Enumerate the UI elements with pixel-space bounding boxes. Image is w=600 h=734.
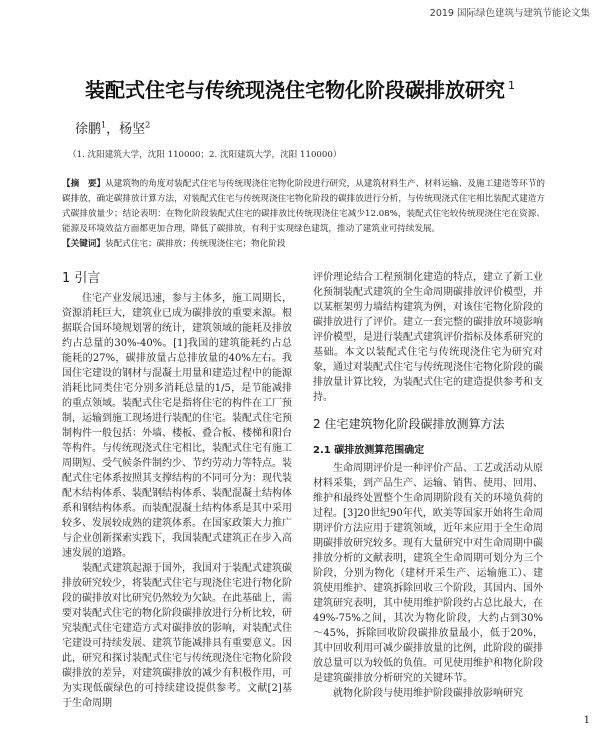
body-paragraph: 住宅产业发展迅速，参与主体多，施工周期长，资源消耗巨大，建筑业已成为碳排放的重要来源。根据联合国环境规划署的统计，建筑领域的能耗及排放约占总量的30%-40%。[1]我国的建筑能耗约占总能耗的27%，碳排放量占总排放量的40%左右。我国住宅建设的钢材与混凝土用量和建造过程中的能源消耗比同类住宅分别多消耗总量的1/5，是节能减排的重点领域。装配式住宅是指将住宅的构件在工厂预制，运输到施工现场进行装配的住宅。装配式住宅预制构件一般包括：外墙、楼板、叠合板、楼梯和阳台等构件。与传统现浇式住宅相比，装配式住宅有施工周期短、受气候条件制约少、节约劳动力等特点。装配式住宅体系按照其支撑结构的不同可分为：现代装配木结构体系、装配钢结构体系、装配混凝土结构体系和钢结构体系。而装配混凝土结构体系是其中采用较多、发展较成熟的建筑体系。在国家政策大力推广与企业创新探索实践下，我国装配式建筑正在步入高速发展的道路。 — [62, 293, 292, 559]
subsection-heading: 2.1 碳排放测算范围确定 — [313, 445, 425, 456]
author-line — [75, 121, 150, 139]
right-column — [313, 270, 543, 701]
body-paragraph: 就物化阶段与使用维护阶段碳排放影响研究 — [333, 688, 523, 699]
paper-title-text: 装配式住宅与传统现浇住宅物化阶段碳排放研究 — [85, 78, 505, 102]
keywords-text: 装配式住宅；碳排放；传统现浇住宅；物化阶段 — [104, 239, 286, 249]
keywords-label: 【关键词】 — [62, 239, 105, 249]
body-paragraph-continued: 评价理论结合工程预制化建造的特点，建立了新工业化预制装配式建筑的全生命周期碳排放评价模型，并以某框架剪力墙结构建筑为例，对该住宅物化阶段的碳排放进行了评价。建立一套完整的碳排放环境影响评价模型，是进行装配式建筑评价指标及体系研究的基础。本文以装配式住宅与传统现浇住宅为研究对象，通过对装配式住宅与传统现浇住宅物化阶段的碳排放量计算比较，为装配式住宅的建造提供参考和支持。 — [313, 272, 543, 403]
section-heading: 1 引言 — [62, 271, 101, 286]
abstract-label: 【摘 要】 — [62, 179, 106, 189]
section-heading: 2 住宅建筑物化阶段碳排放测算方法 — [313, 417, 505, 431]
keywords-block — [62, 237, 545, 252]
author-affiliation-mark: 1 — [101, 120, 107, 130]
author-name: 徐鹏 — [75, 122, 102, 137]
abstract-block — [62, 177, 545, 237]
body-paragraph: 生命周期评价是一种评价产品、工艺或活动从原材料采集，到产品生产、运输、销售、使用、回用、维护和最终处置整个生命周期阶段有关的环境负荷的过程。[3]20世纪90年代，欧美等国家开始将生命周期评价方法应用于建筑领域，近年来应用于全生命周期碳排放研究较多。现有大量研究中对生命周期中碳排放分析的文献表明，建筑全生命周期可划分为三个阶段，分别为物化（建材开采生产、运输施工）、建筑使用维护、建筑拆除回收三个阶段，其国内、国外建筑研究表明，其中使用维护阶段约占总比最大，在49%-75%之间，其次为物化阶段，大约占到30%～45%，拆除回收阶段碳排放量最小，低于20%，其中回收利用可减少碳排放量的比例，此阶段的碳排放总量可以为较低的负值。可见使用维护和物化阶段是建筑碳排放分析研究的关键环节。 — [313, 463, 543, 684]
affiliation-line: （1. 沈阳建筑大学，沈阳 110000；2. 沈阳建筑大学，沈阳 110000） — [68, 150, 342, 160]
left-column — [62, 270, 292, 711]
abstract-text: 从建筑物的角度对装配式住宅与传统现浇住宅物化阶段进行研究，从建筑材料生产、材料运输、及施工建造等环节的碳排放，确定碳排放计算方法，对装配式住宅与传统现浇住宅物化阶段的碳排放进行分析，与传统现浇式住宅相比装配式建造方式碳排放量少；结论表明：在物化阶段装配式住宅的碳排放比传统现浇住宅减少12.08%，装配式住宅较传统现浇住宅在资源、能源及环境效益方面都更加合理，降低了碳排放，有利于实现绿色建筑，推动了建筑业可持续发展。 — [62, 179, 545, 234]
body-paragraph: 装配式建筑起源于国外，我国对于装配式建筑碳排放研究较少，将装配式住宅与现浇住宅进行物化阶段的碳排放对比研究仍然较为欠缺。在此基础上，需要对装配式住宅的物化阶段碳排放进行分析比较，研究装配式住宅建造方式对碳排放的影响，对装配式住宅建设可持续发展、建筑节能减排具有重要意义。因此，研究和探讨装配式住宅与传统现浇住宅物化阶段碳排放的差异，对建筑碳排放的减少有积极作用，可为实现低碳绿色的可持续建设提供参考。文献[2]基于生命周期 — [62, 563, 292, 709]
author-separator: ， — [106, 122, 120, 137]
running-header: 2019 国际绿色建筑与建筑节能论文集 — [429, 8, 590, 19]
author-name: 杨坚 — [119, 122, 146, 137]
abstract-section — [62, 177, 545, 252]
author-affiliation-mark: 2 — [145, 120, 151, 130]
page-number: 1 — [583, 715, 590, 726]
paper-title — [0, 77, 600, 103]
title-footnote-mark: 1 — [508, 79, 515, 93]
